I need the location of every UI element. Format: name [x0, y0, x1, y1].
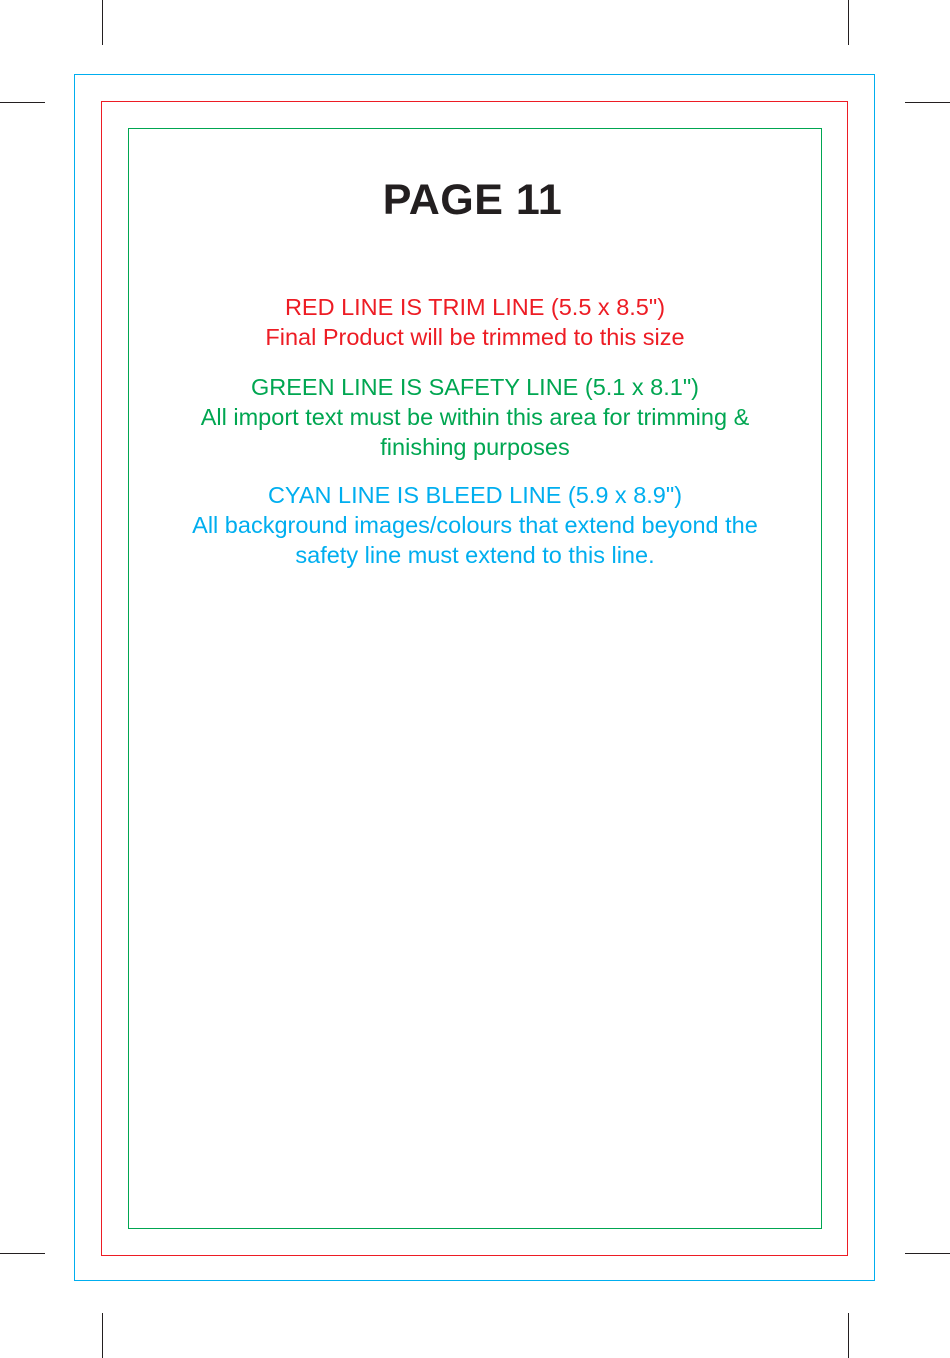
crop-mark-top-right-horizontal [905, 102, 950, 103]
trim-line-description: Final Product will be trimmed to this size [265, 324, 685, 350]
crop-mark-top-left-vertical [102, 0, 103, 45]
crop-mark-bottom-right-vertical [848, 1313, 849, 1358]
crop-mark-bottom-left-vertical [102, 1313, 103, 1358]
crop-mark-bottom-right-horizontal [905, 1253, 950, 1254]
safety-line-description-line-1: All import text must be within this area for trimming & [200, 404, 750, 430]
safety-line-heading: GREEN LINE IS SAFETY LINE (5.1 x 8.1") [250, 374, 700, 400]
safety-line-note [0, 372, 950, 462]
crop-mark-bottom-left-horizontal [0, 1253, 45, 1254]
bleed-line-heading: CYAN LINE IS BLEED LINE (5.9 x 8.9") [267, 482, 683, 508]
bleed-line-description-line-2: safety line must extend to this line. [295, 542, 655, 568]
crop-mark-top-right-vertical [848, 0, 849, 45]
trim-line-note [0, 292, 950, 352]
bleed-line-description-line-1: All background images/colours that extend beyond the [192, 512, 758, 538]
crop-mark-top-left-horizontal [0, 102, 45, 103]
safety-line-description-line-2: finishing purposes [380, 434, 570, 460]
bleed-line-note [0, 480, 950, 570]
page-title: PAGE 11 [382, 176, 563, 224]
trim-line-heading: RED LINE IS TRIM LINE (5.5 x 8.5") [284, 294, 666, 320]
